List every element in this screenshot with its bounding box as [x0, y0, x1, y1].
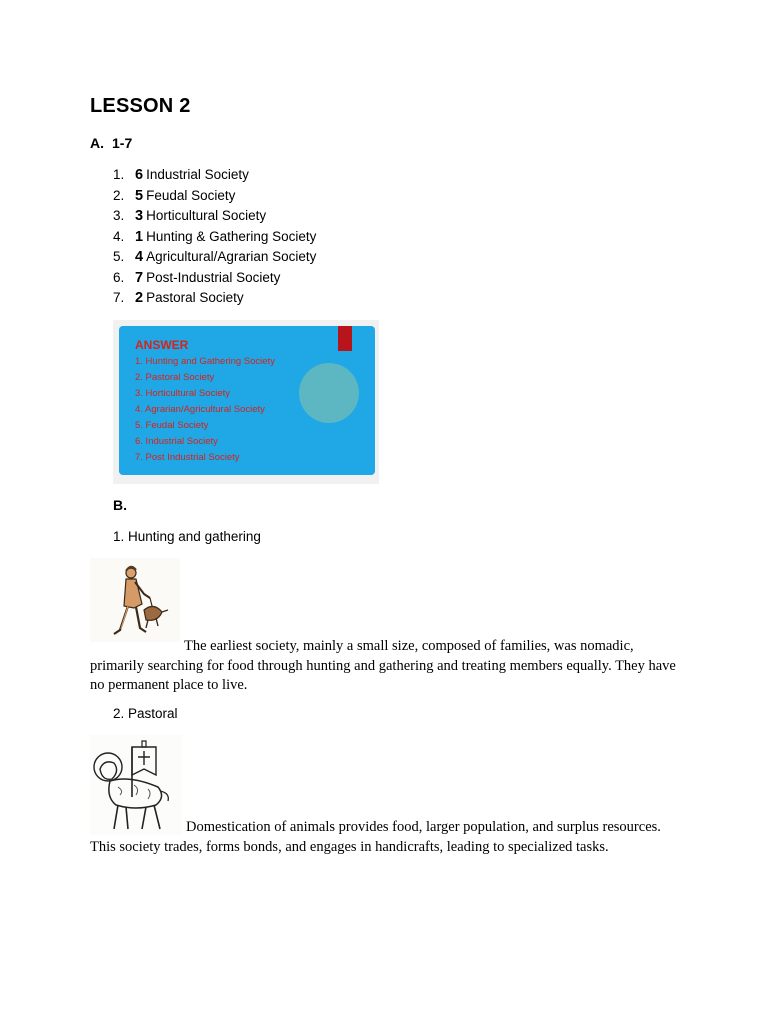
page-title: LESSON 2 — [90, 95, 191, 117]
answer-text: Pastoral Society — [146, 290, 244, 305]
answer-text: Feudal Society — [146, 187, 236, 203]
answer-number: 4 — [135, 249, 144, 265]
bookmark-icon — [338, 326, 352, 351]
answer-text: Industrial Society — [146, 167, 249, 182]
list-item — [113, 247, 316, 268]
list-index: 4. — [113, 228, 125, 244]
answer-text: Post-Industrial Society — [146, 269, 281, 285]
answer-list — [113, 165, 316, 309]
hunter-gatherer-illustration — [90, 558, 180, 642]
section-a-range: 1-7 — [112, 135, 133, 151]
answer-text: Horticultural Society — [146, 208, 267, 223]
subsection-heading: 2. Pastoral — [113, 706, 178, 721]
list-item: 3. Horticultural Society — [135, 388, 231, 399]
answer-number: 5 — [135, 187, 144, 204]
paragraph-text: The earliest society, mainly a small size, composed of families, was nomadic, primarily searching for food through hunting and gathering and treating members equally. They have no permanent place to live. — [90, 638, 676, 693]
pastoral-paragraph — [90, 818, 680, 857]
answer-number: 6 — [135, 167, 144, 183]
list-index: 6. — [113, 269, 125, 285]
paragraph-text: Domestication of animals provides food, larger population, and surplus resources. This society trades, forms bonds, and engages in handicrafts, leading to specialized tasks. — [90, 819, 661, 855]
list-index: 7. — [113, 290, 125, 305]
answer-card-list — [135, 354, 275, 466]
list-item: 5. Feudal Society — [135, 420, 209, 431]
list-index: 2. — [113, 187, 125, 203]
list-index: 1. — [113, 167, 125, 182]
answer-number: 2 — [135, 290, 144, 306]
section-b-label: B. — [113, 497, 127, 513]
list-index: 3. — [113, 208, 125, 223]
list-index: 5. — [113, 249, 125, 264]
answer-text: Agricultural/Agrarian Society — [146, 249, 317, 264]
list-item: 2. Pastoral Society — [135, 372, 215, 383]
list-item: 7. Post Industrial Society — [135, 452, 240, 463]
section-a-heading — [90, 135, 132, 151]
answer-card-title: ANSWER — [135, 338, 189, 352]
section-a-label: A. — [90, 135, 104, 151]
answer-number: 1 — [135, 228, 144, 245]
list-item: 1. Hunting and Gathering Society — [135, 356, 275, 367]
list-item: 4. Agrarian/Agricultural Society — [135, 404, 265, 415]
list-item — [113, 227, 316, 248]
list-item — [113, 288, 316, 309]
list-item — [113, 165, 316, 186]
subsection-heading: 1. Hunting and gathering — [113, 529, 261, 544]
list-item — [113, 268, 316, 289]
answer-number: 3 — [135, 208, 144, 224]
list-item: 6. Industrial Society — [135, 436, 218, 447]
answer-text: Hunting & Gathering Society — [146, 228, 317, 244]
circle-decoration — [299, 363, 359, 423]
answer-number: 7 — [135, 269, 144, 286]
list-item — [113, 186, 316, 207]
hunting-gathering-paragraph — [90, 637, 680, 696]
list-item — [113, 206, 316, 227]
